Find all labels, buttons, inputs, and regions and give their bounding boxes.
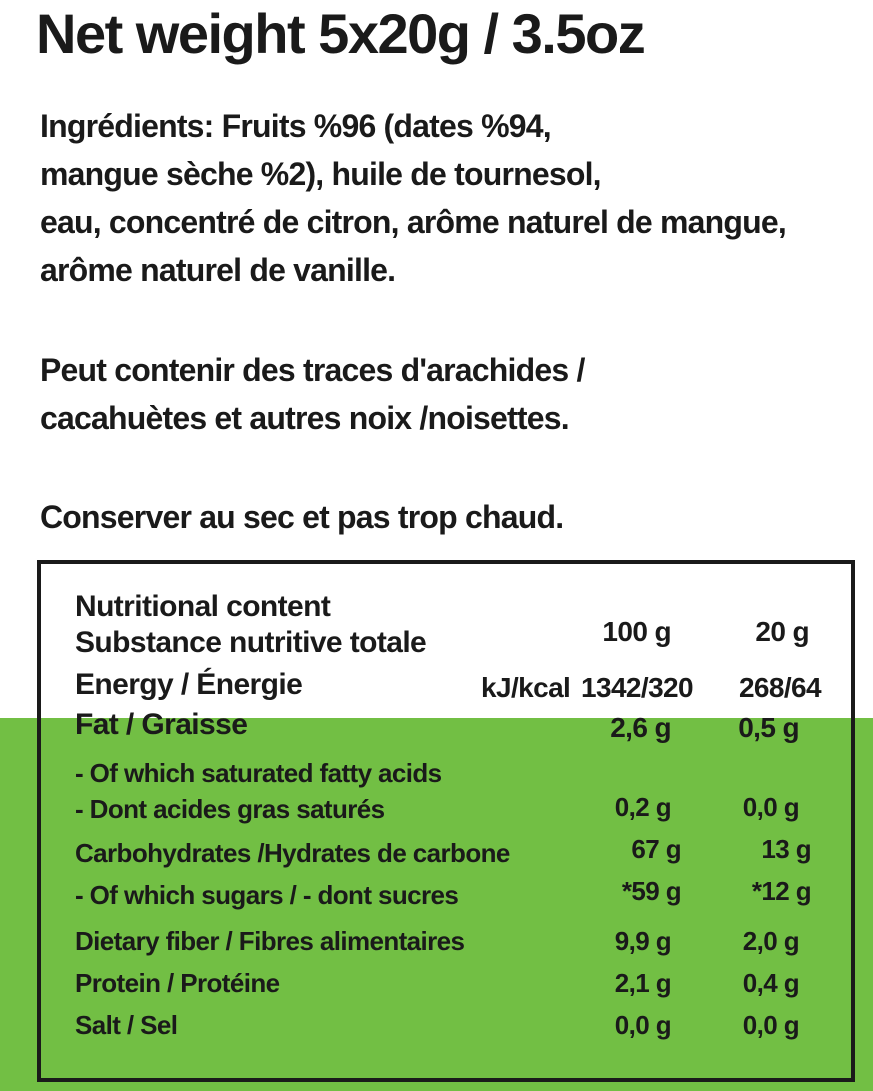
nutrition-header-fr: Substance nutritive totale [75, 626, 427, 659]
row-label-fiber: Dietary fiber / Fibres alimentaires [75, 926, 465, 956]
nutrition-table [37, 560, 855, 1082]
energy-100g: 1342/320 [581, 672, 693, 703]
row-label-carbohydrates: Carbohydrates /Hydrates de carbone [75, 838, 510, 868]
row-label-saturated-en: - Of which saturated fatty acids [75, 758, 442, 788]
nutrition-header-en: Nutritional content [75, 590, 331, 623]
protein-100g: 2,1 g [614, 968, 671, 998]
sugars-100g: *59 g [621, 876, 681, 906]
row-label-sugars: - Of which sugars / - dont sucres [75, 880, 459, 910]
saturated-20g: 0,0 g [742, 792, 799, 822]
carbohydrates-100g: 67 g [631, 834, 681, 864]
row-label-energy: Energy / Énergie [75, 668, 303, 701]
row-label-salt: Salt / Sel [75, 1010, 178, 1040]
fiber-100g: 9,9 g [614, 926, 671, 956]
energy-unit: kJ/kcal [481, 672, 571, 703]
saturated-100g: 0,2 g [614, 792, 671, 822]
traces-line: Peut contenir des traces d'arachides / [40, 352, 585, 388]
protein-20g: 0,4 g [742, 968, 799, 998]
ingredients-line: arôme naturel de vanille. [40, 252, 396, 288]
column-header-100g: 100 g [602, 616, 671, 647]
fat-100g: 2,6 g [610, 712, 671, 743]
allergen-traces-paragraph [40, 346, 585, 442]
column-header-20g: 20 g [755, 616, 809, 647]
ingredients-line: Ingrédients: Fruits %96 (dates %94, [40, 108, 551, 144]
storage-instructions: Conserver au sec et pas trop chaud. [40, 499, 564, 535]
row-label-saturated-fr: - Dont acides gras saturés [75, 794, 385, 824]
carbohydrates-20g: 13 g [761, 834, 811, 864]
ingredients-line: eau, concentré de citron, arôme naturel de mangue, [40, 204, 786, 240]
fiber-20g: 2,0 g [742, 926, 799, 956]
salt-100g: 0,0 g [614, 1010, 671, 1040]
row-label-protein: Protein / Protéine [75, 968, 280, 998]
energy-20g: 268/64 [738, 672, 821, 703]
traces-line: cacahuètes et autres noix /noisettes. [40, 400, 569, 436]
row-label-fat: Fat / Graisse [75, 708, 248, 741]
salt-20g: 0,0 g [742, 1010, 799, 1040]
fat-20g: 0,5 g [738, 712, 799, 743]
ingredients-paragraph [40, 102, 786, 294]
net-weight-title: Net weight 5x20g / 3.5oz [36, 2, 645, 65]
sugars-20g: *12 g [751, 876, 811, 906]
ingredients-line: mangue sèche %2), huile de tournesol, [40, 156, 601, 192]
